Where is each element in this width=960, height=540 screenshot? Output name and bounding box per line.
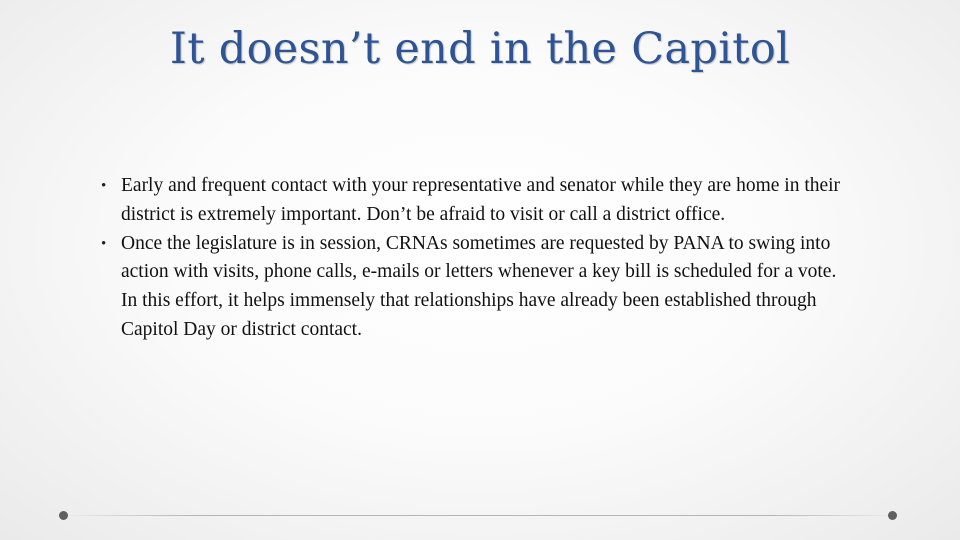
bullet-icon: •: [101, 235, 107, 252]
footer-divider: [64, 515, 896, 516]
bullet-icon: •: [101, 178, 107, 194]
right-dot-icon: [888, 511, 897, 520]
bullet-item: [96, 172, 841, 230]
bullet-list: [96, 172, 841, 345]
left-dot-icon: [59, 511, 68, 520]
bullet-text: Early and frequent contact with your representative and senator while they are home in their district is extremely important. Don’t be afraid to visit or call a district office.: [121, 175, 841, 225]
slide-title: It doesn’t end in the Capitol: [169, 24, 791, 74]
bullet-text: Once the legislature is in session, CRNAs sometimes are requested by PANA to swing into action with visits, phone calls, e-mails or letters whenever a key bill is scheduled for a vote. In this effort, it helps immensely that relationships have already been established through Capitol Day or district contact.: [121, 232, 837, 340]
bullet-item: [96, 230, 841, 345]
